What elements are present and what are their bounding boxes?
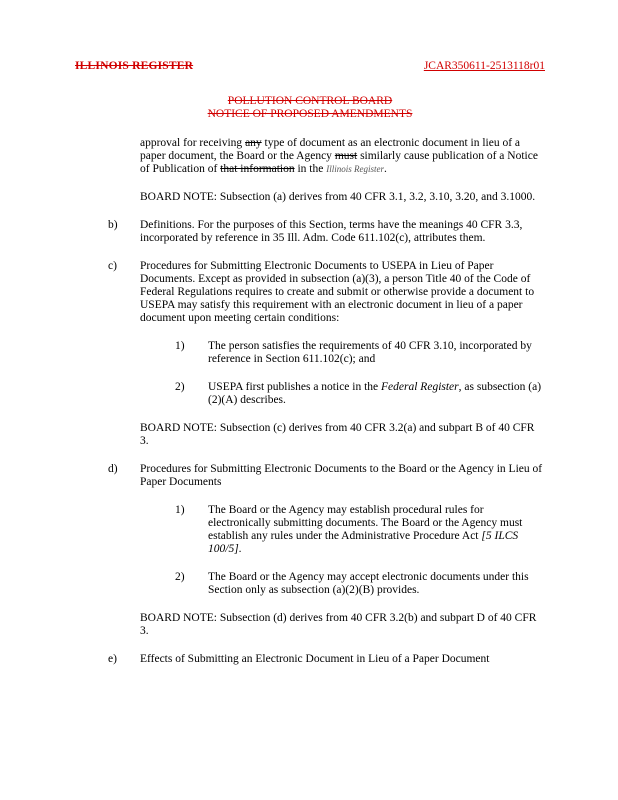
notice-title: NOTICE OF PROPOSED AMENDMENTS: [207, 108, 413, 120]
item-c-text: Procedures for Submitting Electronic Documents to USEPA in Lieu of Paper Documents. Except as provided in subsection (a)(3), a person Title 40 of the Code of Federal Regulations requires to create and submit or otherwise provide a document to USEPA may satisfy this requirement with an electronic document in lieu of a paper document upon meeting certain conditions:: [140, 260, 535, 324]
header-register-title: ILLINOIS REGISTER: [75, 60, 194, 72]
board-note-a: BOARD NOTE: Subsection (a) derives from 40 CFR 3.1, 3.2, 3.10, 3.20, and 3.1000.: [140, 191, 536, 203]
item-c1: [175, 340, 545, 366]
board-note-c: BOARD NOTE: Subsection (c) derives from 40 CFR 3.2(a) and subpart B of 40 CFR 3.: [140, 422, 535, 447]
item-d1: [175, 504, 545, 556]
item-d: [108, 463, 545, 489]
item-b-text: Definitions. For the purposes of this Section, terms have the meanings 40 CFR 3.3, incorporated by reference in 35 Ill. Adm. Code 611.102(c), attributes them.: [140, 219, 523, 244]
item-e-label: e): [108, 653, 117, 665]
item-e: [108, 653, 545, 666]
item-c: [108, 260, 545, 325]
item-c2: [175, 381, 545, 407]
item-c1-text: The person satisfies the requirements of 40 CFR 3.10, incorporated by reference in Section 611.102(c); and: [208, 340, 532, 365]
item-b: [108, 219, 545, 245]
item-c2-text: USEPA first publishes a notice in the Federal Register, as subsection (a)(2)(A) describes.: [208, 381, 542, 406]
item-d-label: d): [108, 463, 118, 475]
board-note-d: BOARD NOTE: Subsection (d) derives from 40 CFR 3.2(b) and subpart D of 40 CFR 3.: [140, 612, 537, 637]
board-title: POLLUTION CONTROL BOARD: [227, 95, 393, 107]
item-d2: [175, 571, 545, 597]
item-d2-label: 2): [175, 571, 185, 583]
item-c-label: c): [108, 260, 117, 272]
page-header: [75, 60, 545, 73]
item-e-text: Effects of Submitting an Electronic Document in Lieu of a Paper Document: [140, 653, 490, 665]
item-d2-text: The Board or the Agency may accept electronic documents under this Section only as subsection (a)(2)(B) provides.: [208, 571, 529, 596]
item-c1-label: 1): [175, 340, 185, 352]
item-c2-label: 2): [175, 381, 185, 393]
header-jcar-number: JCAR350611-2513118r01: [423, 60, 545, 72]
item-d-text: Procedures for Submitting Electronic Documents to the Board or the Agency in Lieu of Paper Documents: [140, 463, 543, 488]
item-d1-text: The Board or the Agency may establish procedural rules for electronically submitting documents. The Board or the Agency must establish any rules under the Administrative Procedure Act [5 ILCS 100/5].: [208, 504, 523, 555]
item-d1-label: 1): [175, 504, 185, 516]
intro-paragraph: approval for receiving any type of document as an electronic document in lieu of a paper document, the Board or the Agency must similarly cause publication of a Notice of Publication of that information in the Illinois Register.: [140, 137, 538, 175]
item-b-label: b): [108, 219, 118, 231]
